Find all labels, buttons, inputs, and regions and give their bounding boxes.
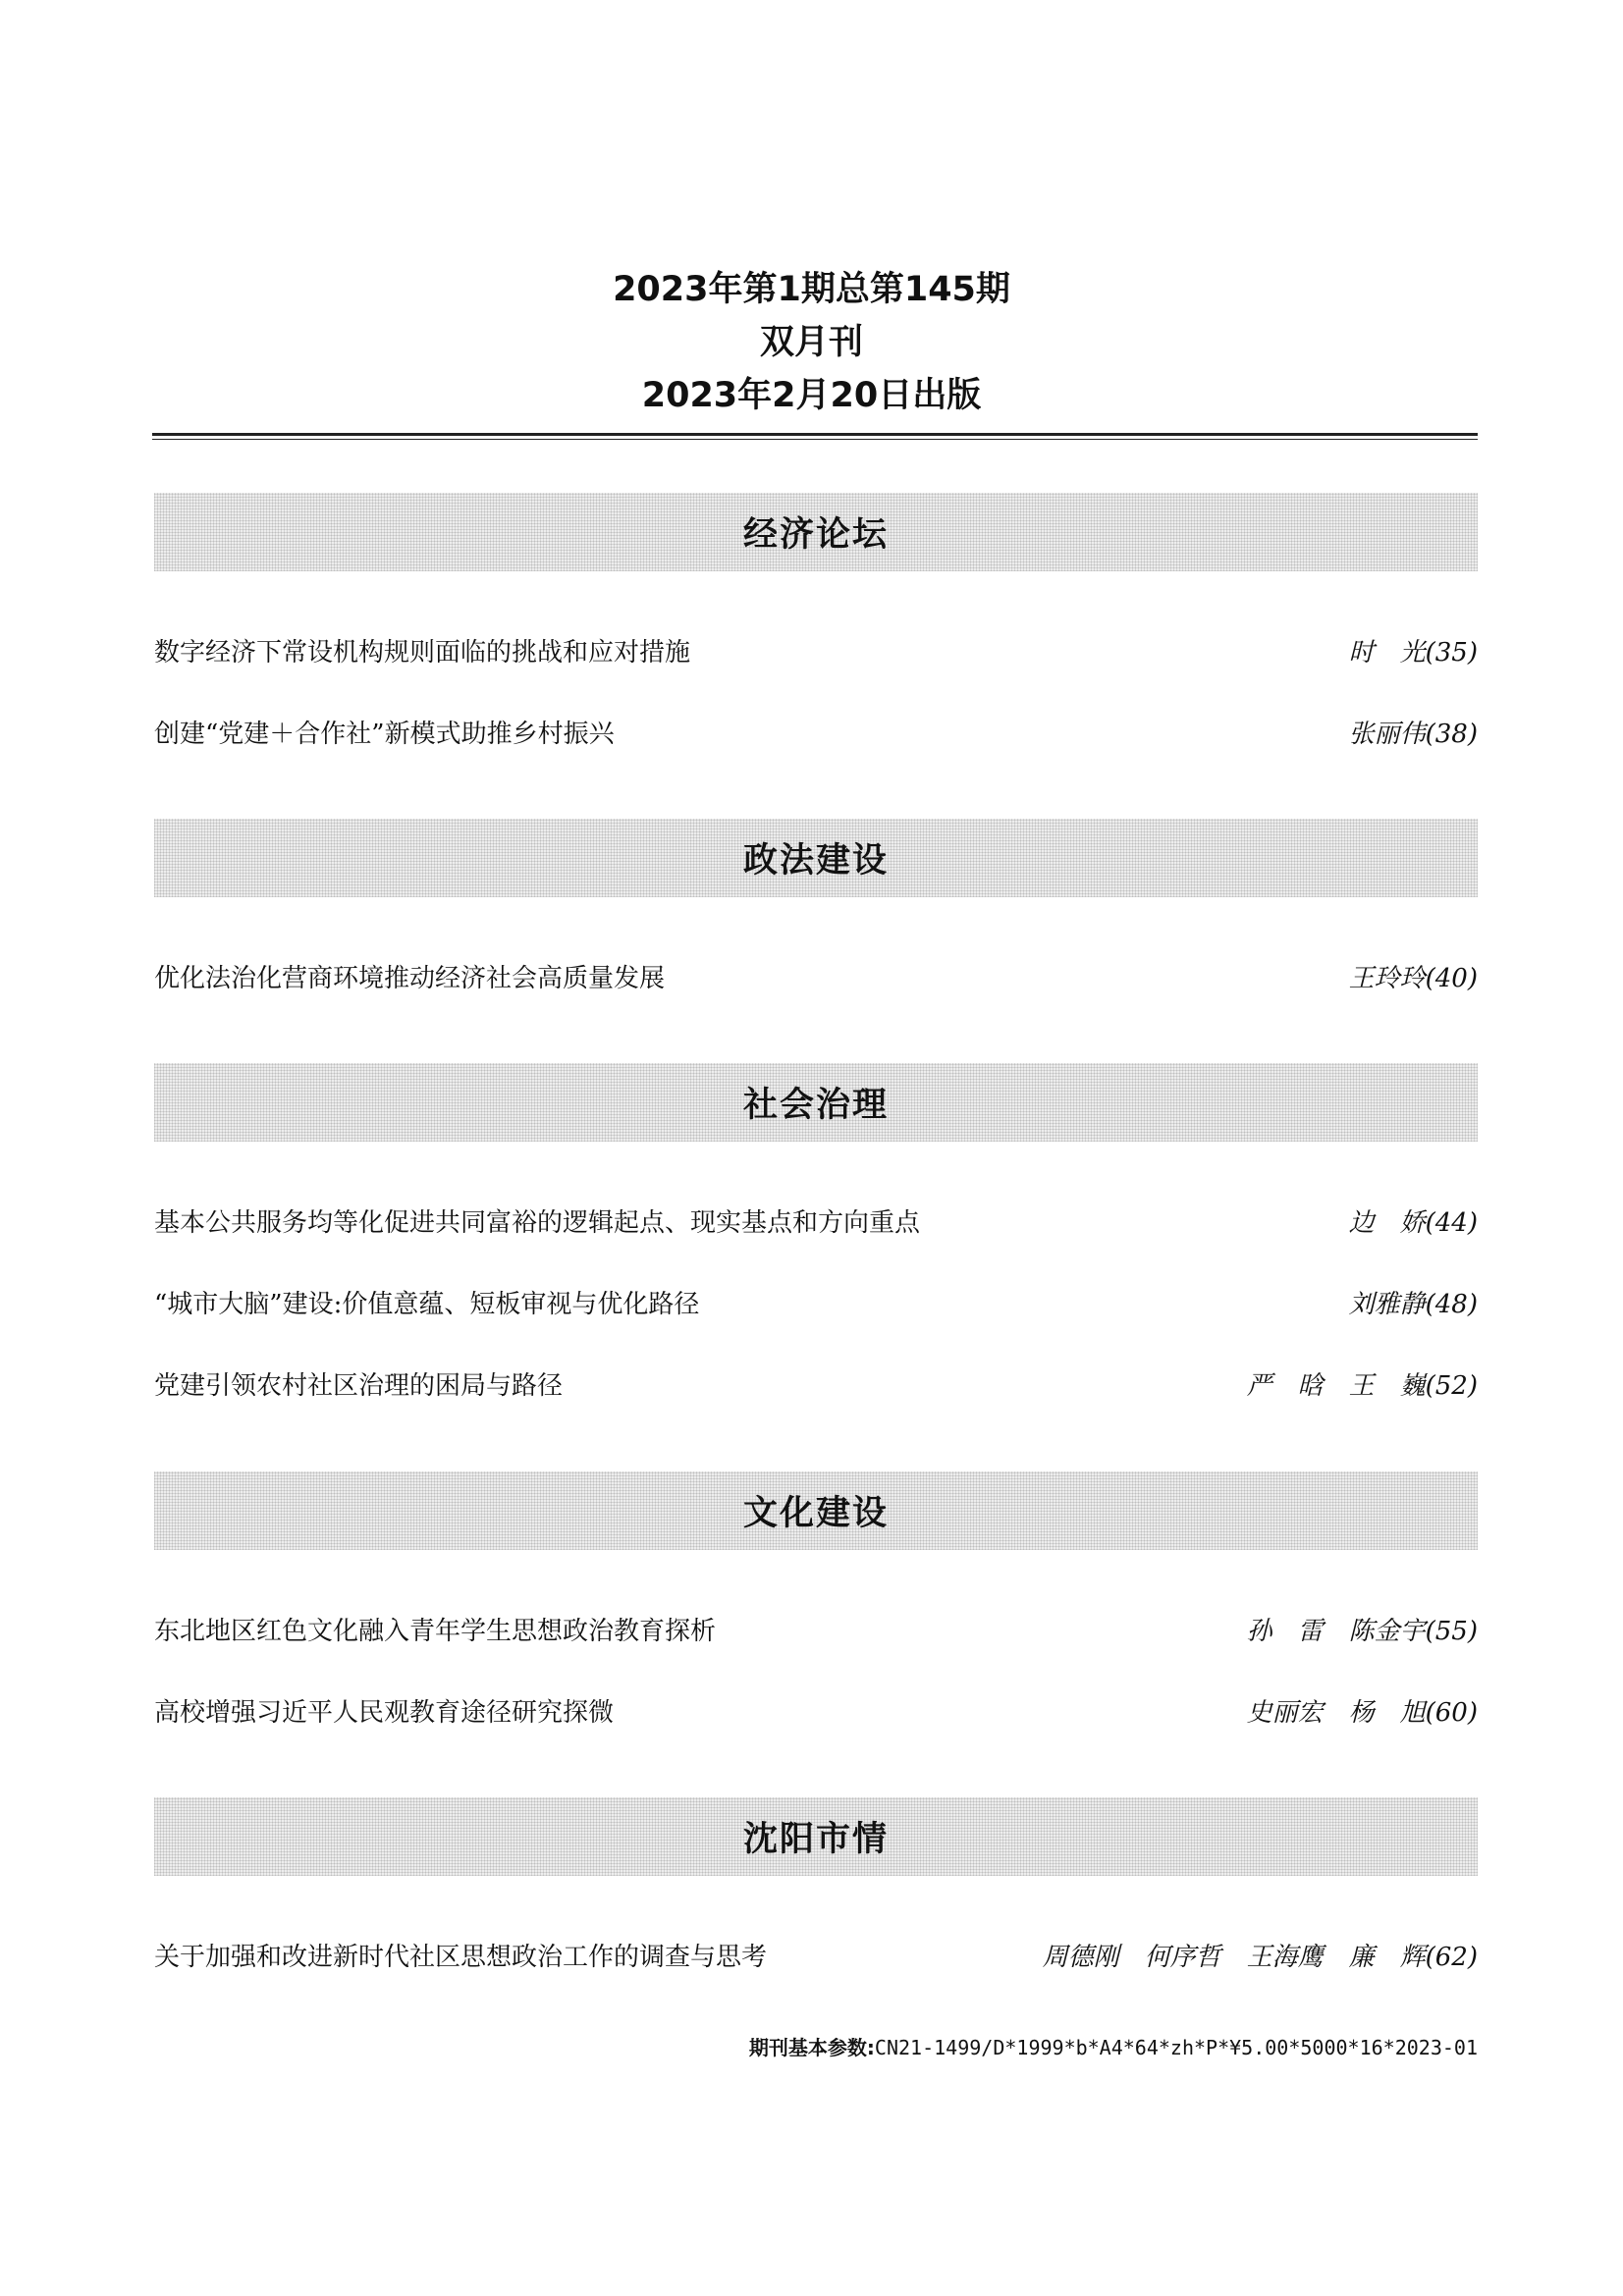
toc-entry[interactable] bbox=[154, 1693, 1478, 1733]
toc-entry[interactable] bbox=[154, 1366, 1478, 1406]
article-author-page: 王玲玲(40) bbox=[1348, 964, 1478, 993]
article-title: “城市大脑”建设:价值意蕴、短板审视与优化路径 bbox=[154, 1290, 700, 1319]
article-author-page: 刘雅静(48) bbox=[1348, 1290, 1478, 1319]
article-title: 东北地区红色文化融入青年学生思想政治教育探析 bbox=[154, 1617, 717, 1646]
section-title: 政法建设 bbox=[742, 841, 889, 881]
article-title: 优化法治化营商环境推动经济社会高质量发展 bbox=[154, 964, 666, 993]
frequency-line: 双月刊 bbox=[759, 323, 863, 362]
header-rule-thin bbox=[152, 439, 1478, 440]
section-title: 社会治理 bbox=[742, 1086, 889, 1125]
article-author-page: 张丽伟(38) bbox=[1348, 720, 1478, 749]
article-title: 创建“党建＋合作社”新模式助推乡村振兴 bbox=[154, 720, 615, 749]
article-title: 关于加强和改进新时代社区思想政治工作的调查与思考 bbox=[154, 1943, 768, 1972]
article-author-page: 孙 雷 陈金宇(55) bbox=[1246, 1617, 1478, 1646]
article-title: 高校增强习近平人民观教育途径研究探微 bbox=[154, 1698, 615, 1728]
section-header-law bbox=[154, 819, 1478, 897]
toc-entry[interactable] bbox=[154, 1285, 1478, 1324]
section-header-social-governance bbox=[154, 1063, 1478, 1142]
toc-entry[interactable] bbox=[154, 633, 1478, 672]
toc-entry[interactable] bbox=[154, 1938, 1478, 1977]
article-title: 党建引领农村社区治理的困局与路径 bbox=[154, 1371, 564, 1401]
journal-parameters-value: CN21-1499/D*1999*b*A4*64*zh*P*¥5.00*5000*16*2023-01 bbox=[874, 2036, 1478, 2059]
article-title: 基本公共服务均等化促进共同富裕的逻辑起点、现实基点和方向重点 bbox=[154, 1208, 921, 1238]
toc-entry[interactable] bbox=[154, 715, 1478, 754]
article-author-page: 时 光(35) bbox=[1348, 638, 1478, 667]
issue-line: 2023年第1期总第145期 bbox=[613, 270, 1010, 309]
section-header-culture bbox=[154, 1471, 1478, 1550]
section-title: 文化建设 bbox=[742, 1494, 889, 1533]
section-header-economy bbox=[154, 493, 1478, 571]
article-author-page: 边 娇(44) bbox=[1348, 1208, 1478, 1238]
header-rule-thick bbox=[152, 433, 1478, 436]
article-author-page: 严 晗 王 巍(52) bbox=[1246, 1371, 1478, 1401]
section-title: 经济论坛 bbox=[742, 515, 889, 555]
article-author-page: 周德刚 何序哲 王海鹰 廉 辉(62) bbox=[1042, 1943, 1478, 1972]
article-title: 数字经济下常设机构规则面临的挑战和应对措施 bbox=[154, 638, 691, 667]
toc-entry[interactable] bbox=[154, 1612, 1478, 1651]
section-header-shenyang bbox=[154, 1797, 1478, 1876]
section-title: 沈阳市情 bbox=[742, 1820, 889, 1859]
journal-parameters bbox=[749, 2033, 1478, 2062]
article-author-page: 史丽宏 杨 旭(60) bbox=[1246, 1698, 1478, 1728]
publication-date-line: 2023年2月20日出版 bbox=[641, 376, 982, 415]
toc-entry[interactable] bbox=[154, 959, 1478, 998]
toc-entry[interactable] bbox=[154, 1203, 1478, 1243]
journal-parameters-label: 期刊基本参数: bbox=[748, 2036, 875, 2059]
